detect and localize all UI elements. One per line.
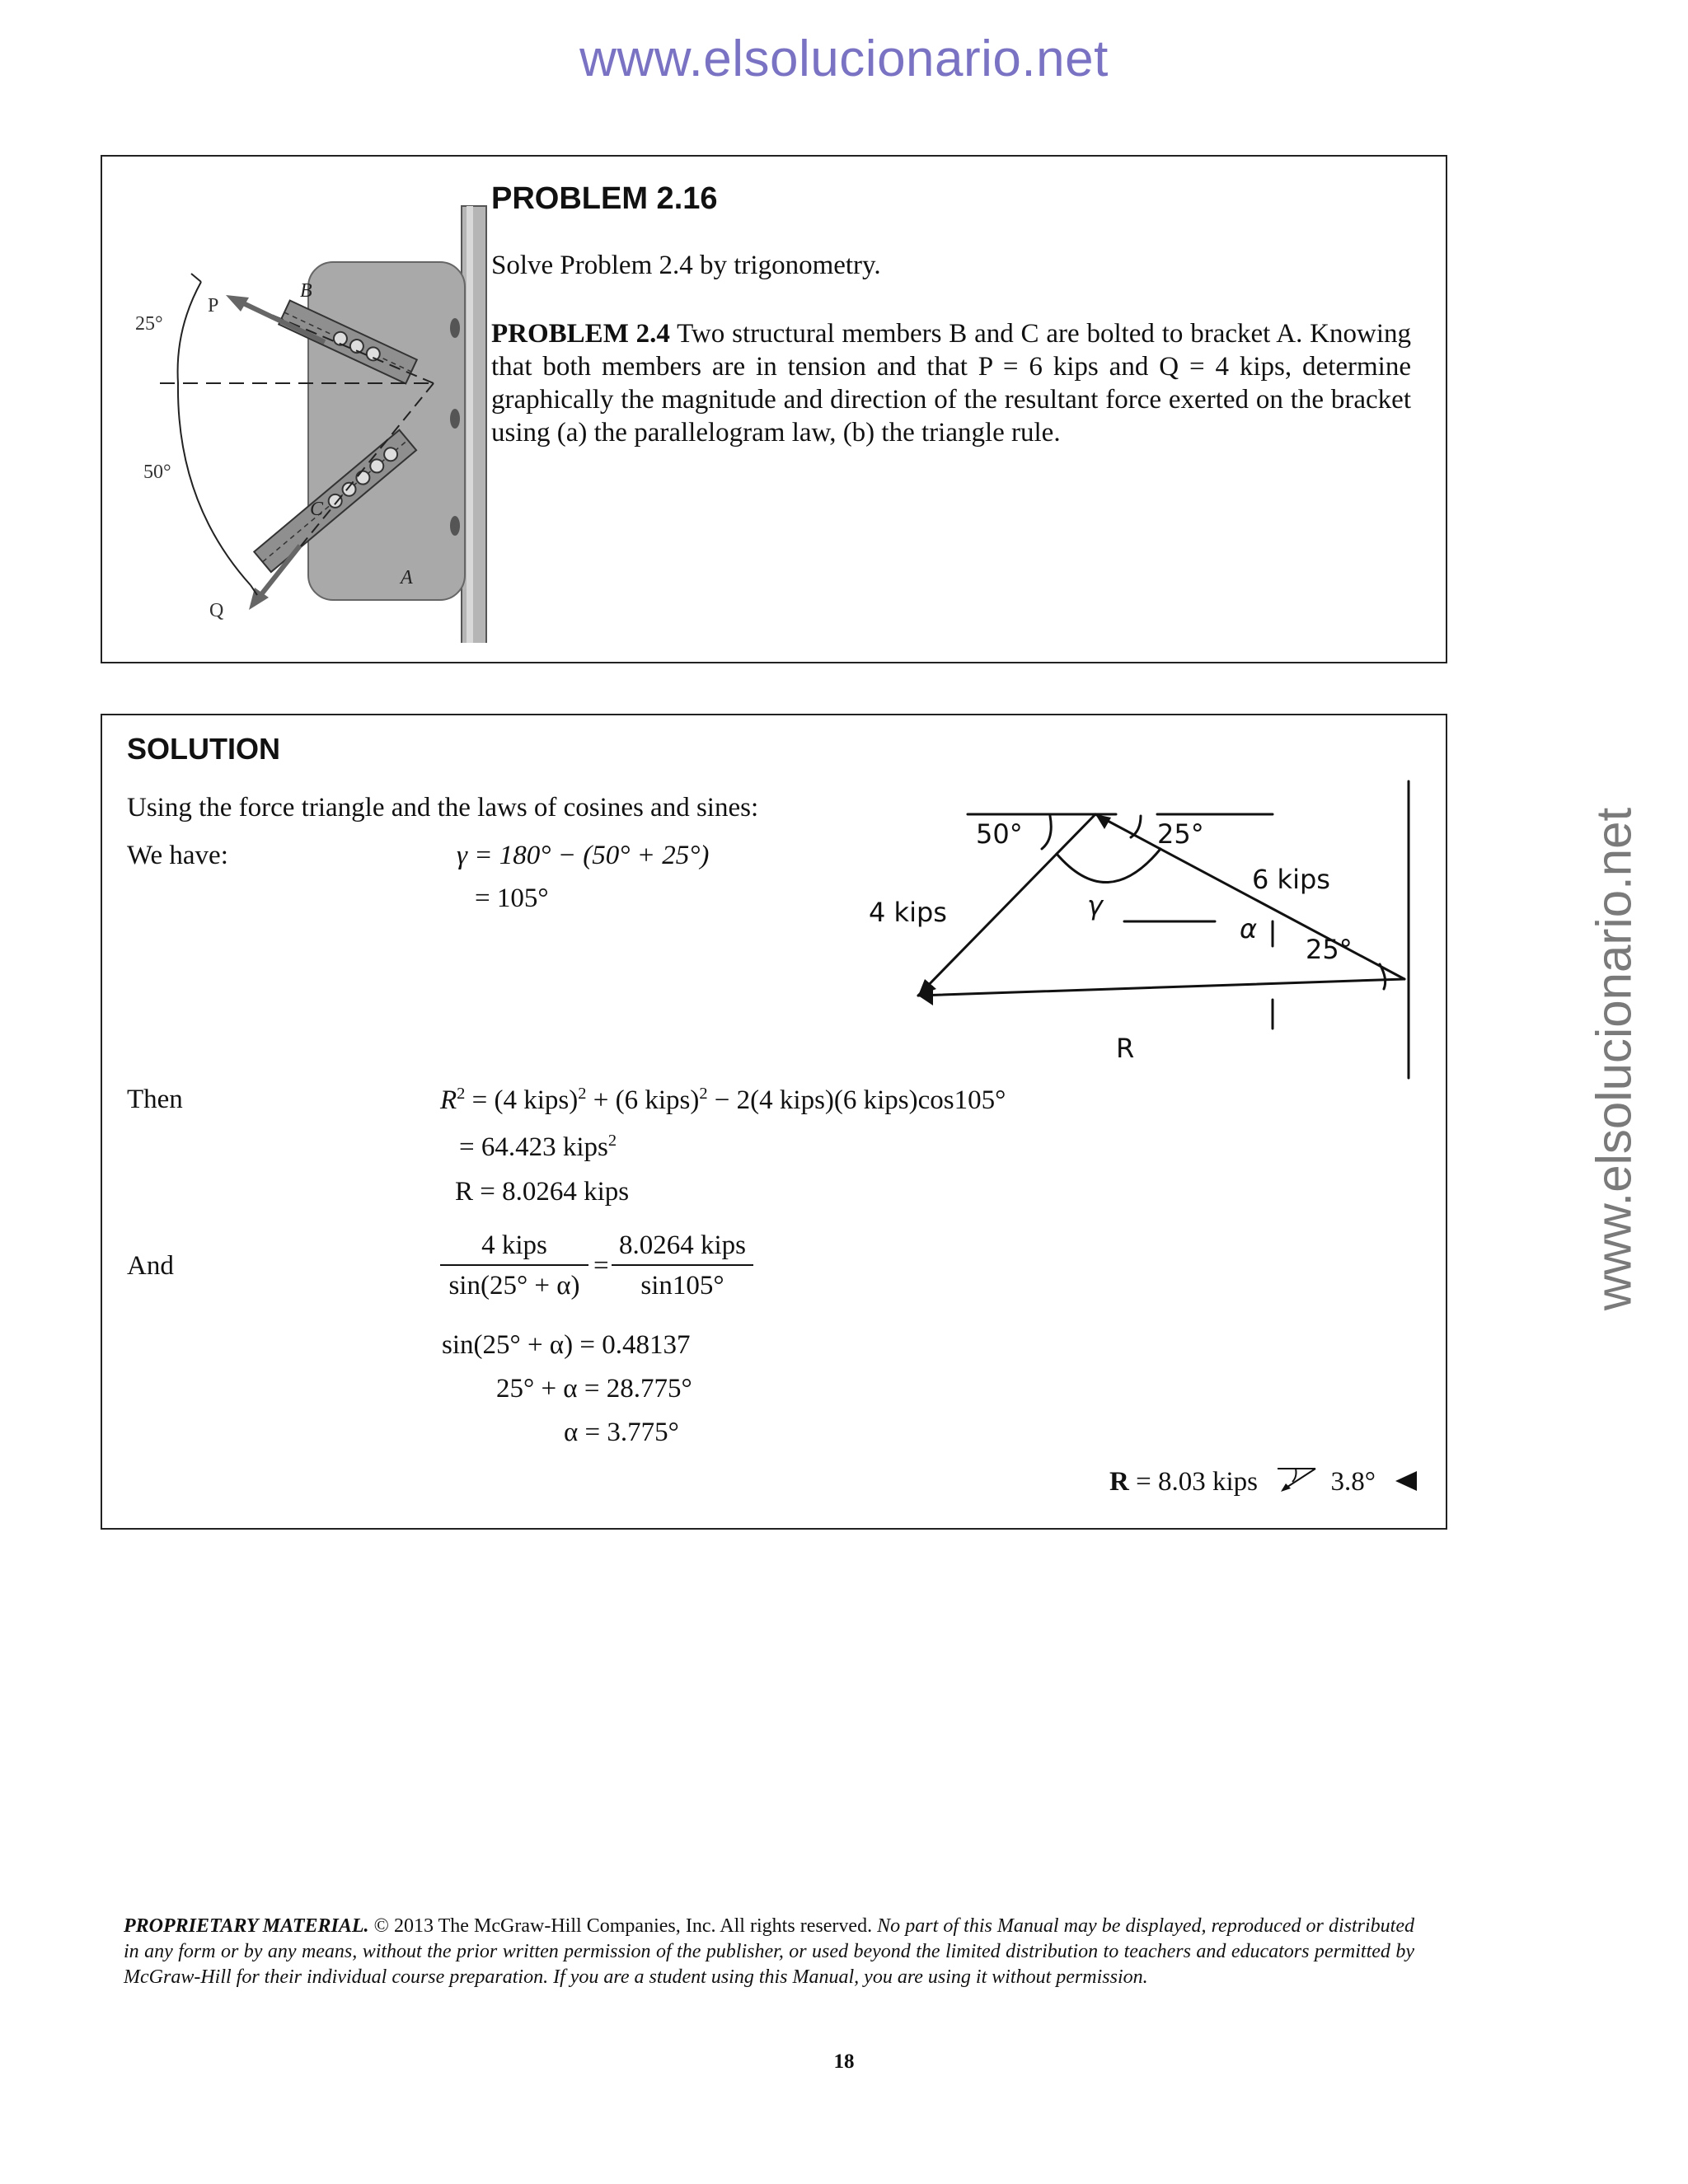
then-label: Then xyxy=(127,1085,183,1114)
gamma-value: = 105° xyxy=(475,883,549,913)
label-c: C xyxy=(310,499,324,520)
we-have-label: We have: xyxy=(127,841,228,870)
angle-50-arc xyxy=(1042,816,1051,849)
sum-result: 25° + α = 28.775° xyxy=(496,1374,692,1404)
diagram-label-r: R xyxy=(1116,1033,1135,1064)
problem-reference-label: PROBLEM 2.4 xyxy=(491,319,670,349)
problem-statement: Solve Problem 2.4 by trigonometry. xyxy=(491,251,881,280)
r-squared-lhs: R xyxy=(440,1085,457,1115)
problem-title: PROBLEM 2.16 xyxy=(491,181,718,216)
wall-bolt xyxy=(450,409,460,429)
problem-reference xyxy=(491,317,1411,449)
solution-box xyxy=(101,714,1447,1530)
arc-tick xyxy=(191,274,201,282)
angle-arc-50 xyxy=(178,383,251,585)
force-triangle-diagram xyxy=(844,773,1421,1086)
answer-vector: R xyxy=(1109,1467,1129,1497)
label-b: B xyxy=(300,280,312,302)
gamma-arc xyxy=(1057,849,1160,883)
alpha-result: α = 3.775° xyxy=(564,1418,679,1447)
answer-magnitude: = 8.03 kips xyxy=(1128,1467,1258,1497)
footer-italic: No part of this Manual may be displayed, reproduced or distributed in any form or by any means, without the prior written permission of the publisher, or used beyond the limited distribution to teachers and educators permitted by McGraw-Hill for their individual course preparation. If you are a student using this Manual, you are using it without permission. xyxy=(124,1915,1414,1988)
problem-box xyxy=(101,155,1447,663)
diagram-label-6kips: 6 kips xyxy=(1252,864,1330,895)
wall-bolt xyxy=(450,318,460,338)
diagram-angle-25-top: 25° xyxy=(1157,818,1204,850)
and-label: And xyxy=(127,1251,174,1281)
vector-6kips xyxy=(1095,814,1404,979)
diagram-label-alpha: α xyxy=(1240,913,1258,944)
diagram-label-4kips: 4 kips xyxy=(869,897,947,928)
final-answer xyxy=(1109,1465,1418,1497)
sine-ratio-left xyxy=(440,1230,588,1301)
problem-reference-text: Two structural members B and C are bolted to bracket A. Knowing that both members are in tension and that P = 6 kips and Q = 4 kips, determine graphically the magnitude and direction of the resultant force exerted on the bracket using (a) the parallelogram law, (b) the triangle rule. xyxy=(491,319,1412,448)
frac1-numerator: 4 kips xyxy=(440,1230,588,1266)
label-p: P xyxy=(208,295,219,316)
diagram-label-gamma: γ xyxy=(1087,890,1103,921)
sin-result: sin(25° + α) = 0.48137 xyxy=(442,1330,691,1360)
watermark-side-text: www.elsolucionario.net xyxy=(1586,807,1642,1311)
solution-intro: Using the force triangle and the laws of cosines and sines: xyxy=(127,793,759,823)
r-value: R = 8.0264 kips xyxy=(455,1177,630,1207)
equals-sign: = xyxy=(593,1251,609,1281)
answer-marker-icon xyxy=(1394,1469,1418,1493)
watermark-top: www.elsolucionario.net xyxy=(579,30,1109,87)
wall-bolt xyxy=(450,516,460,536)
label-q: Q xyxy=(209,600,224,621)
direction-symbol-icon xyxy=(1274,1465,1320,1493)
frac2-denominator: sin105° xyxy=(640,1271,724,1301)
footer-bold: PROPRIETARY MATERIAL. xyxy=(124,1915,369,1937)
vector-r xyxy=(918,979,1404,996)
page-number: 18 xyxy=(833,2050,855,2073)
gamma-equation: γ = 180° − (50° + 25°) xyxy=(457,841,710,870)
copyright-footer xyxy=(124,1914,1414,1990)
sine-ratio-right xyxy=(612,1230,753,1301)
label-angle-25: 25° xyxy=(135,313,163,335)
frac1-denominator: sin(25° + α) xyxy=(448,1271,580,1301)
diagram-angle-50: 50° xyxy=(976,818,1023,850)
diagram-angle-25-right: 25° xyxy=(1306,934,1353,965)
bracket-figure xyxy=(135,181,498,643)
label-angle-50: 50° xyxy=(143,462,171,483)
label-a: A xyxy=(401,567,413,588)
footer-normal: © 2013 The McGraw-Hill Companies, Inc. All rights reserved. xyxy=(368,1915,878,1937)
frac2-numerator: 8.0264 kips xyxy=(612,1230,753,1266)
r-squared-value: = 64.423 kips$^2$ xyxy=(459,1132,617,1162)
solution-title: SOLUTION xyxy=(127,732,280,766)
r-squared-equation: $R^2 = (4$ kips)$^2$ + (6 kips)$^2$ − 2(4 kips)(6 kips)cos105° xyxy=(440,1085,1006,1115)
bracket-plate xyxy=(308,262,465,600)
wall-highlight xyxy=(467,206,473,643)
answer-angle: 3.8° xyxy=(1330,1467,1376,1497)
arrow-p-head xyxy=(226,295,249,312)
angle-arc-25 xyxy=(178,282,201,383)
